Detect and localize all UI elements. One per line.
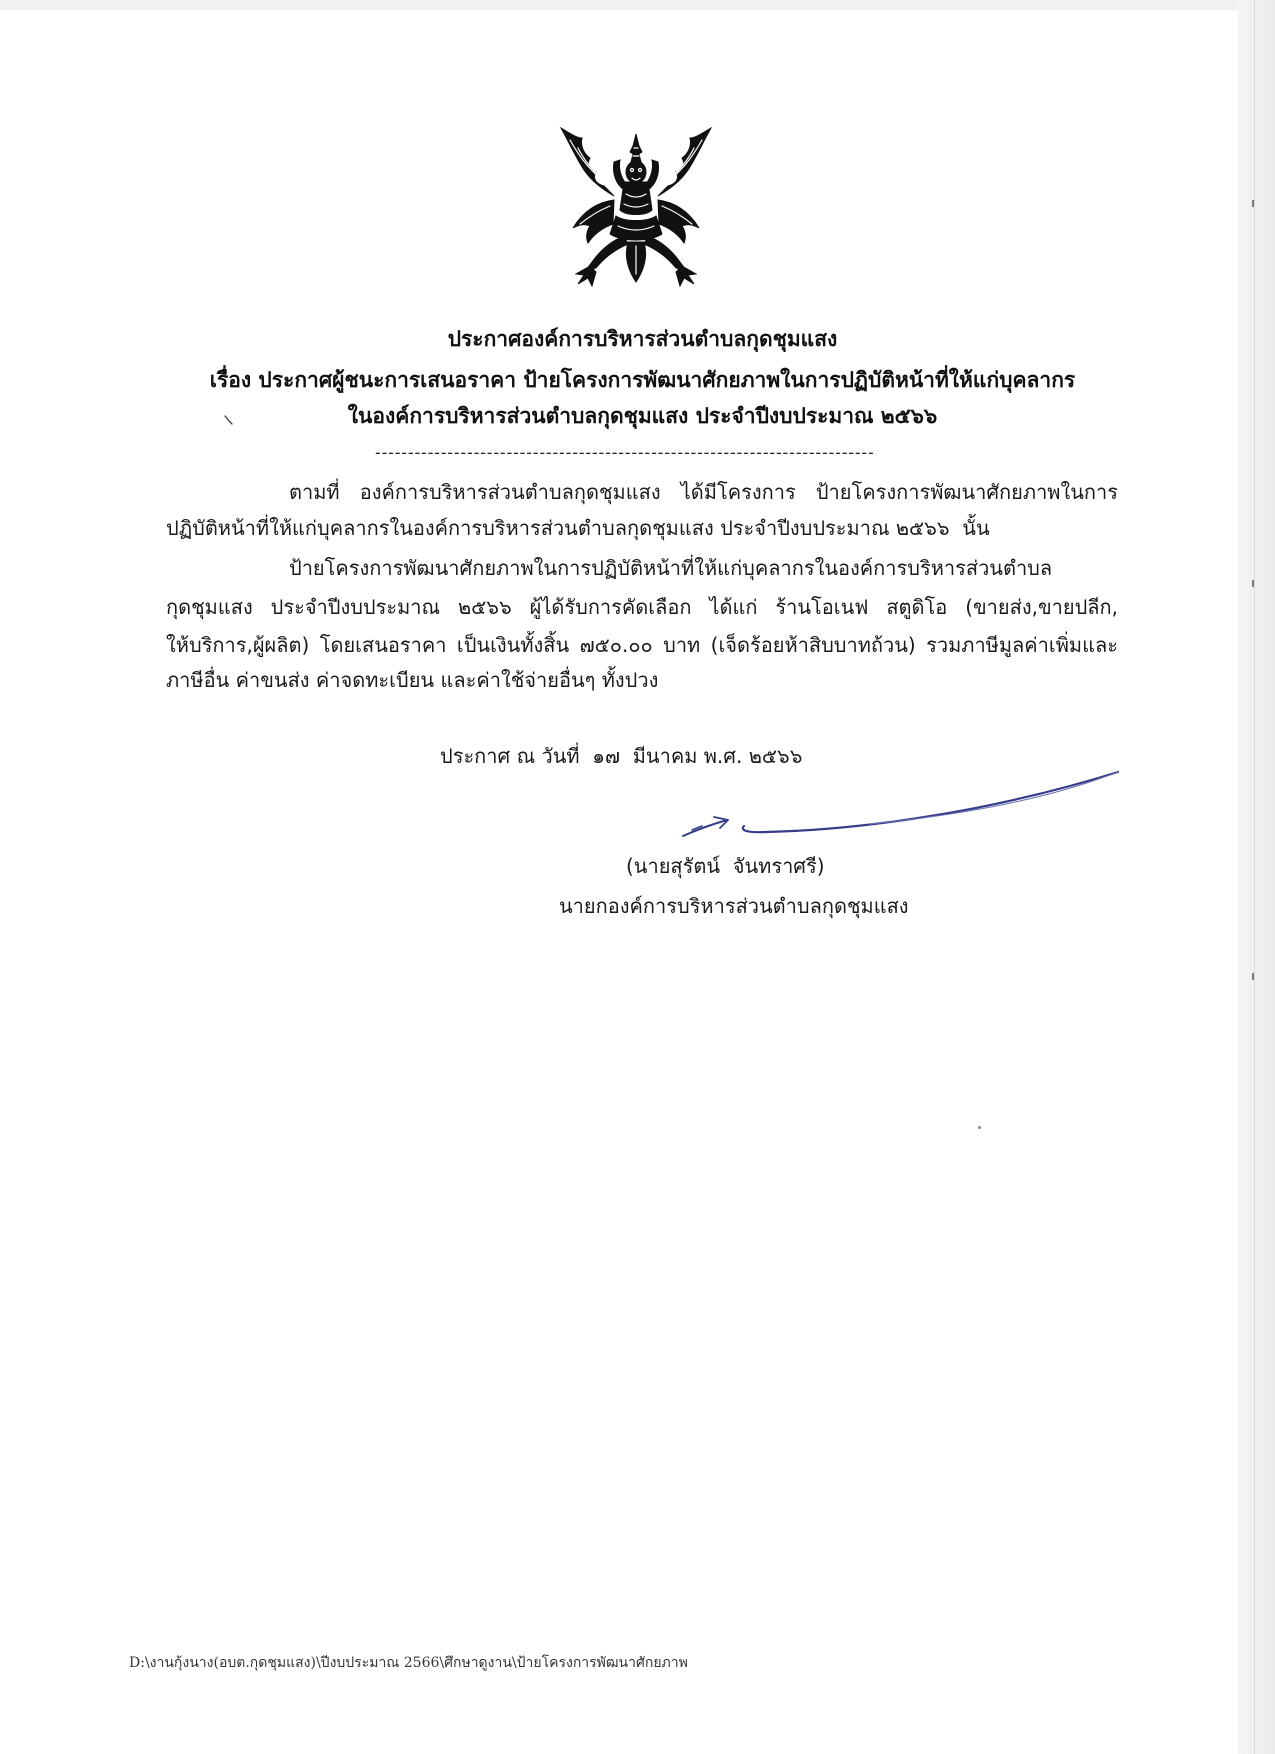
scan-right-edge (1238, 0, 1275, 1754)
scan-edge-line (1254, 0, 1255, 1754)
paragraph-2-line-2: กุดชุมแสง ประจำปีงบประมาณ ๒๕๖๖ ผู้ได้รับการคัดเลือก ได้แก่ ร้านโอเนฟ สตูดิโอ (ขายส่ง,ขายปลีก, (166, 595, 1118, 619)
scan-top-edge (0, 0, 1238, 10)
announcement-date: ประกาศ ณ วันที่ ๑๗ มีนาคม พ.ศ. ๒๕๖๖ (440, 744, 803, 768)
signatory-name: (นายสุรัตน์ จันทราศรี) (626, 854, 825, 878)
paragraph-1-line-1: ตามที่ องค์การบริหารส่วนตำบลกุดชุมแสง ได้มีโครงการ ป้ายโครงการพัฒนาศักยภาพในการ (289, 480, 1118, 504)
scan-edge-mark (1252, 580, 1254, 587)
signatory-position: นายกองค์การบริหารส่วนตำบลกุดชุมแสง (559, 894, 909, 918)
paragraph-1-line-2: ปฏิบัติหน้าที่ให้แก่บุคลากรในองค์การบริหารส่วนตำบลกุดชุมแสง ประจำปีงบประมาณ ๒๕๖๖ นั้น (166, 516, 990, 540)
announcement-title: ประกาศองค์การบริหารส่วนตำบลกุดชุมแสง (447, 327, 838, 351)
paragraph-2-line-3: ให้บริการ,ผู้ผลิต) โดยเสนอราคา เป็นเงินทั้งสิ้น ๗๕๐.๐๐ บาท (เจ็ดร้อยห้าสิบบาทถ้วน) รวมภาษีมูลค่าเพิ่มและ (166, 633, 1118, 657)
footer-file-path: D:\งานกุ้งนาง(อบต.กุดชุมแสง)\ปีงบประมาณ 2566\ศึกษาดูงาน\ป้ายโครงการพัฒนาศักยภาพ (129, 1655, 688, 1671)
separator-line: ---------------------------------------------------------------------------- (375, 443, 875, 462)
scan-edge-mark (1252, 973, 1254, 980)
subject-line-1: เรื่อง ประกาศผู้ชนะการเสนอราคา ป้ายโครงการพัฒนาศักยภาพในการปฏิบัติหน้าที่ให้แก่บุคลากร (209, 368, 1076, 392)
paragraph-2-line-1: ป้ายโครงการพัฒนาศักยภาพในการปฏิบัติหน้าที่ให้แก่บุคลากรในองค์การบริหารส่วนตำบล (289, 556, 1053, 580)
stray-pen-mark (222, 412, 238, 428)
garuda-emblem (556, 124, 716, 290)
subject-line-2: ในองค์การบริหารส่วนตำบลกุดชุมแสง ประจำปีงบประมาณ ๒๕๖๖ (347, 404, 938, 428)
scan-edge-mark (1252, 200, 1254, 207)
scan-speck (978, 1126, 981, 1129)
signature (670, 760, 1130, 850)
paragraph-2-line-4: ภาษีอื่น ค่าขนส่ง ค่าจดทะเบียน และค่าใช้จ่ายอื่นๆ ทั้งปวง (166, 668, 659, 692)
